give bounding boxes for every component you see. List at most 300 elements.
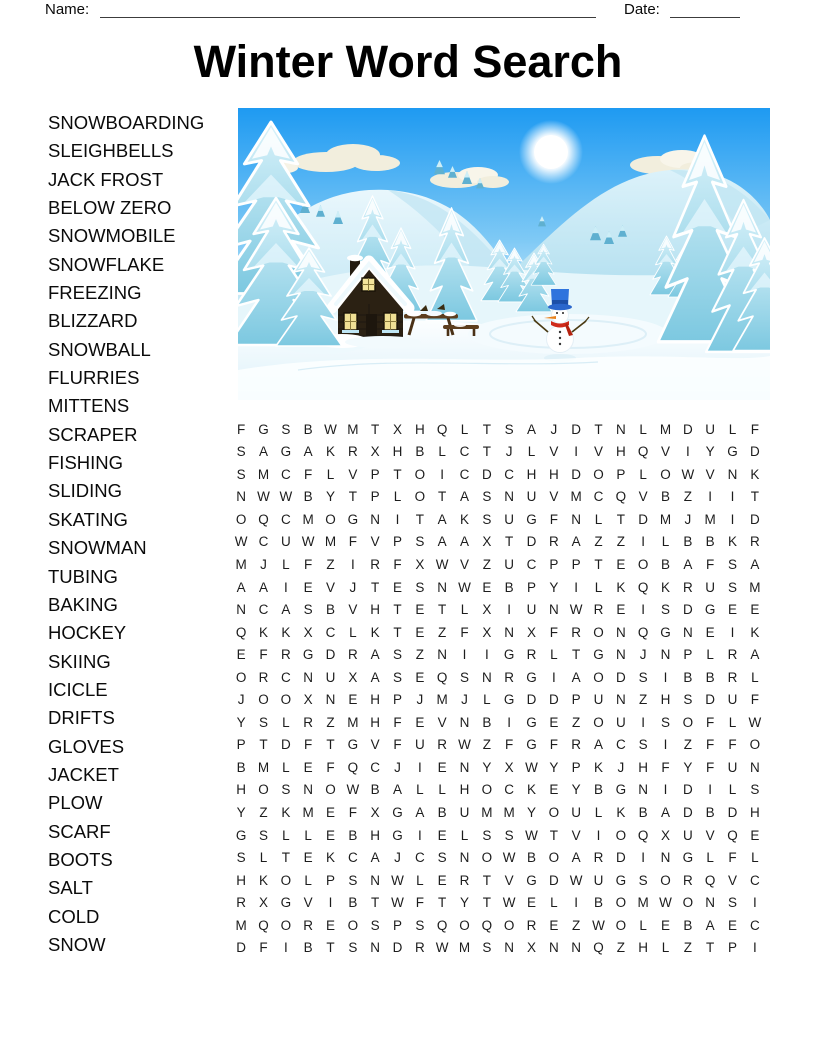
grid-letter: R xyxy=(303,917,314,933)
word-list-item: BELOW ZERO xyxy=(48,197,172,219)
grid-letter: I xyxy=(574,895,579,911)
grid-letter: A xyxy=(571,534,581,550)
grid-letter: E xyxy=(549,714,559,730)
grid-letter: T xyxy=(438,602,447,618)
grid-letter: N xyxy=(370,940,381,956)
grid-letter: O xyxy=(637,557,649,572)
grid-letter: P xyxy=(325,872,335,888)
grid-letter: B xyxy=(705,669,715,685)
grid-letter: N xyxy=(615,692,626,708)
grid-letter: I xyxy=(417,827,422,843)
grid-letter: R xyxy=(504,669,515,685)
word-list-item: MITTENS xyxy=(48,395,130,417)
grid-letter: S xyxy=(504,421,514,437)
grid-letter: D xyxy=(571,466,582,482)
word-list-item: SNOWMOBILE xyxy=(48,225,176,247)
grid-letter: G xyxy=(503,647,515,663)
grid-letter: O xyxy=(615,827,627,843)
word-list-item: FISHING xyxy=(48,452,124,474)
grid-letter: A xyxy=(683,557,693,572)
grid-letter: G xyxy=(682,850,694,866)
grid-letter: F xyxy=(750,692,759,708)
grid-letter: B xyxy=(236,759,246,775)
grid-letter: D xyxy=(615,669,626,685)
grid-letter: B xyxy=(370,782,380,798)
grid-letter: L xyxy=(706,647,714,663)
grid-letter: S xyxy=(258,714,268,730)
grid-letter: U xyxy=(414,737,425,753)
grid-letter: E xyxy=(727,917,737,933)
grid-letter: A xyxy=(571,850,581,866)
grid-letter: D xyxy=(682,804,693,820)
sun xyxy=(519,120,583,184)
grid-letter: X xyxy=(660,827,670,843)
grid-letter: G xyxy=(593,647,604,663)
grid-letter: U xyxy=(682,827,693,843)
grid-letter: X xyxy=(482,602,492,618)
grid-letter: A xyxy=(258,579,268,595)
grid-letter: A xyxy=(750,647,760,663)
word-list-item: SCRAPER xyxy=(48,423,138,445)
grid-letter: U xyxy=(705,579,716,595)
grid-letter: L xyxy=(728,714,737,730)
grid-letter: U xyxy=(705,421,716,437)
grid-letter: E xyxy=(415,714,425,730)
grid-letter: S xyxy=(348,872,358,888)
grid-letter: O xyxy=(749,737,761,753)
grid-letter: D xyxy=(615,850,626,866)
grid-letter: Z xyxy=(259,804,268,820)
grid-letter: S xyxy=(727,557,737,572)
grid-letter: I xyxy=(417,759,422,775)
grid-letter: F xyxy=(237,421,246,437)
grid-letter: N xyxy=(705,895,716,911)
grid-letter: M xyxy=(235,917,247,933)
grid-letter: L xyxy=(282,557,290,572)
grid-letter: L xyxy=(460,602,469,618)
grid-letter: C xyxy=(280,466,291,482)
grid-letter: M xyxy=(347,421,359,437)
grid-letter: A xyxy=(593,737,603,753)
grid-letter: D xyxy=(548,692,559,708)
grid-letter: W xyxy=(279,489,293,505)
grid-letter: G xyxy=(302,647,314,663)
grid-letter: X xyxy=(504,759,514,775)
grid-letter: P xyxy=(392,917,402,933)
grid-letter: J xyxy=(394,759,401,775)
grid-letter: W xyxy=(435,557,449,572)
grid-letter: P xyxy=(616,466,626,482)
grid-letter: G xyxy=(235,827,247,843)
grid-letter: J xyxy=(617,759,625,775)
grid-letter: V xyxy=(638,489,648,505)
grid-letter: B xyxy=(415,444,425,460)
word-list-item: DRIFTS xyxy=(48,707,115,729)
grid-letter: I xyxy=(484,647,489,663)
grid-letter: D xyxy=(682,602,693,618)
grid-letter: L xyxy=(349,624,357,640)
grid-letter: T xyxy=(750,489,759,505)
grid-letter: R xyxy=(414,940,425,956)
grid-letter: L xyxy=(259,850,268,866)
grid-letter: N xyxy=(370,872,381,888)
grid-letter: V xyxy=(705,827,715,843)
grid-letter: O xyxy=(235,669,247,685)
grid-letter: G xyxy=(392,827,403,843)
grid-letter: M xyxy=(659,511,672,527)
word-list-item: SLEIGHBELLS xyxy=(48,140,174,162)
grid-letter: I xyxy=(752,940,757,956)
grid-letter: S xyxy=(258,827,268,843)
grid-letter: F xyxy=(415,895,424,911)
grid-letter: N xyxy=(615,624,626,640)
grid-letter: S xyxy=(236,850,246,866)
grid-letter: D xyxy=(481,466,492,482)
grid-letter: I xyxy=(395,511,400,527)
grid-letter: L xyxy=(438,444,446,460)
grid-letter: T xyxy=(549,827,558,843)
grid-letter: X xyxy=(392,421,402,437)
grid-letter: H xyxy=(638,940,649,956)
grid-letter: Z xyxy=(616,940,625,956)
grid-letter: H xyxy=(749,804,760,820)
grid-letter: R xyxy=(682,872,693,888)
grid-letter: A xyxy=(236,579,246,595)
grid-letter: R xyxy=(682,579,693,595)
grid-letter: X xyxy=(482,624,492,640)
grid-letter: V xyxy=(593,444,603,460)
grid-letter: R xyxy=(258,669,269,685)
grid-letter: M xyxy=(257,466,270,482)
grid-letter: F xyxy=(728,737,737,753)
grid-letter: R xyxy=(280,647,291,663)
grid-letter: D xyxy=(526,692,537,708)
grid-letter: L xyxy=(751,669,759,685)
grid-letter: W xyxy=(257,489,270,505)
grid-letter: N xyxy=(682,624,693,640)
grid-letter: P xyxy=(571,759,581,775)
grid-letter: F xyxy=(259,647,268,663)
grid-letter: J xyxy=(237,692,245,708)
grid-letter: A xyxy=(705,917,715,933)
grid-letter: A xyxy=(370,850,380,866)
grid-letter: W xyxy=(748,714,762,730)
word-list-item: JACK FROST xyxy=(48,168,164,190)
grid-letter: I xyxy=(440,466,445,482)
grid-letter: A xyxy=(571,669,581,685)
grid-letter: E xyxy=(303,759,313,775)
grid-letter: R xyxy=(727,647,738,663)
grid-letter: O xyxy=(615,895,627,911)
grid-letter: H xyxy=(638,759,649,775)
grid-letter: J xyxy=(260,557,267,572)
grid-letter: N xyxy=(236,489,247,505)
grid-letter: A xyxy=(281,602,291,618)
grid-letter: B xyxy=(593,782,603,798)
grid-letter: F xyxy=(304,557,313,572)
grid-letter: F xyxy=(728,850,737,866)
grid-letter: P xyxy=(571,692,581,708)
grid-letter: K xyxy=(258,872,268,888)
word-list-item: SNOWMAN xyxy=(48,537,147,559)
grid-letter: O xyxy=(593,714,604,730)
word-list-item: SNOW xyxy=(48,933,106,955)
grid-letter: O xyxy=(325,782,336,798)
grid-letter: A xyxy=(370,669,380,685)
grid-letter: D xyxy=(638,511,649,527)
grid-letter: V xyxy=(504,872,514,888)
word-list-item: ICICLE xyxy=(48,678,108,700)
grid-letter: L xyxy=(304,827,312,843)
grid-letter: K xyxy=(616,804,626,820)
grid-letter: O xyxy=(615,917,627,933)
grid-letter: X xyxy=(526,624,536,640)
grid-letter: U xyxy=(504,511,515,527)
grid-letter: C xyxy=(526,557,537,572)
grid-letter: N xyxy=(571,511,582,527)
date-blank-line[interactable] xyxy=(670,2,740,18)
grid-letter: O xyxy=(414,489,426,505)
grid-letter: K xyxy=(526,782,536,798)
grid-letter: N xyxy=(504,624,515,640)
grid-letter: I xyxy=(663,737,668,753)
word-list-item: SALT xyxy=(48,877,93,899)
grid-letter: Z xyxy=(683,737,692,753)
foreground-highlight xyxy=(238,356,770,400)
grid-letter: B xyxy=(638,804,648,820)
grid-letter: I xyxy=(641,850,646,866)
grid-letter: K xyxy=(258,624,268,640)
grid-letter: O xyxy=(347,917,359,933)
grid-letter: D xyxy=(325,647,336,663)
grid-letter: C xyxy=(459,466,470,482)
grid-letter: A xyxy=(526,421,536,437)
grid-letter: Q xyxy=(637,579,649,595)
grid-letter: T xyxy=(482,421,491,437)
grid-letter: E xyxy=(750,602,760,618)
grid-letter: N xyxy=(727,466,738,482)
grid-letter: L xyxy=(527,444,536,460)
grid-letter: L xyxy=(460,827,469,843)
grid-letter: H xyxy=(526,466,537,482)
grid-letter: A xyxy=(258,444,268,460)
grid-letter: I xyxy=(730,489,735,505)
grid-letter: T xyxy=(326,940,335,956)
word-list-item: GLOVES xyxy=(48,735,125,757)
grid-letter: W xyxy=(458,579,471,595)
grid-letter: W xyxy=(435,940,449,956)
grid-letter: U xyxy=(615,714,626,730)
grid-letter: Y xyxy=(482,759,492,775)
grid-letter: P xyxy=(549,557,559,572)
grid-letter: F xyxy=(326,759,335,775)
grid-letter: G xyxy=(727,444,738,460)
word-list-item: SNOWBOARDING xyxy=(48,112,205,133)
grid-letter: H xyxy=(370,692,381,708)
grid-letter: Y xyxy=(526,804,536,820)
grid-letter: R xyxy=(593,850,604,866)
grid-letter: B xyxy=(593,895,603,911)
grid-letter: Y xyxy=(459,895,469,911)
grid-letter: J xyxy=(684,511,692,527)
grid-letter: C xyxy=(593,489,604,505)
grid-letter: G xyxy=(526,714,537,730)
grid-letter: H xyxy=(370,714,381,730)
grid-letter: G xyxy=(615,872,627,888)
word-list-item: FLURRIES xyxy=(48,367,140,389)
grid-letter: F xyxy=(549,737,558,753)
grid-letter: T xyxy=(482,444,491,460)
grid-letter: L xyxy=(416,782,424,798)
grid-letter: I xyxy=(462,647,467,663)
grid-letter: Z xyxy=(594,534,603,550)
grid-letter: H xyxy=(236,872,247,888)
grid-letter: I xyxy=(730,624,735,640)
grid-letter: Z xyxy=(438,624,447,640)
grid-letter: R xyxy=(236,895,247,911)
grid-letter: R xyxy=(437,737,448,753)
grid-letter: S xyxy=(392,647,402,663)
grid-letter: A xyxy=(459,534,469,550)
grid-letter: D xyxy=(236,940,247,956)
grid-letter: S xyxy=(482,827,492,843)
grid-letter: Y xyxy=(236,804,246,820)
grid-letter: C xyxy=(370,759,381,775)
grid-letter: Q xyxy=(637,624,649,640)
grid-letter: X xyxy=(370,444,380,460)
grid-letter: S xyxy=(392,669,402,685)
grid-letter: B xyxy=(348,827,358,843)
grid-letter: E xyxy=(660,917,670,933)
grid-letter: Q xyxy=(704,872,716,888)
grid-letter: X xyxy=(415,557,425,572)
grid-letter: K xyxy=(660,579,670,595)
grid-letter: I xyxy=(708,489,713,505)
grid-letter: G xyxy=(258,421,269,437)
grid-letter: W xyxy=(301,534,315,550)
grid-letter: P xyxy=(392,692,402,708)
grid-letter: D xyxy=(682,782,693,798)
grid-letter: S xyxy=(482,489,492,505)
grid-letter: E xyxy=(415,624,425,640)
grid-letter: B xyxy=(437,804,447,820)
grid-letter: F xyxy=(393,557,402,572)
grid-letter: S xyxy=(281,421,291,437)
grid-letter: L xyxy=(661,534,670,550)
grid-letter: Q xyxy=(481,917,493,933)
grid-letter: F xyxy=(348,804,357,820)
grid-letter: E xyxy=(616,557,626,572)
grid-letter: H xyxy=(370,602,381,618)
grid-letter: H xyxy=(548,466,559,482)
grid-letter: Q xyxy=(436,421,448,437)
grid-letter: F xyxy=(661,759,670,775)
grid-letter: P xyxy=(683,647,693,663)
grid-letter: I xyxy=(663,782,668,798)
grid-letter: M xyxy=(637,895,649,911)
grid-letter: B xyxy=(683,534,693,550)
grid-letter: E xyxy=(415,669,425,685)
grid-letter: G xyxy=(280,444,292,460)
grid-letter: N xyxy=(236,602,247,618)
grid-letter: Z xyxy=(683,489,692,505)
grid-letter: N xyxy=(504,940,515,956)
grid-letter: E xyxy=(549,917,559,933)
cabin-door xyxy=(366,314,377,339)
grid-letter: W xyxy=(569,602,583,618)
grid-letter: T xyxy=(438,489,447,505)
grid-letter: N xyxy=(325,692,336,708)
grid-letter: T xyxy=(616,511,625,527)
grid-letter: N xyxy=(615,647,626,663)
grid-letter: E xyxy=(727,602,737,618)
grid-letter: V xyxy=(370,737,380,753)
grid-letter: L xyxy=(438,782,446,798)
grid-letter: R xyxy=(526,647,537,663)
grid-letter: E xyxy=(705,624,715,640)
grid-letter: B xyxy=(705,534,715,550)
grid-letter: G xyxy=(615,782,627,798)
grid-letter: E xyxy=(415,602,425,618)
grid-letter: O xyxy=(459,917,470,933)
winter-scene-illustration xyxy=(238,108,770,400)
name-blank-line[interactable] xyxy=(100,2,596,18)
grid-letter: L xyxy=(460,421,469,437)
grid-letter: N xyxy=(571,940,582,956)
grid-letter: Q xyxy=(436,917,448,933)
grid-letter: O xyxy=(548,850,560,866)
grid-letter: Z xyxy=(482,737,491,753)
grid-letter: U xyxy=(727,759,738,775)
grid-letter: I xyxy=(641,714,646,730)
grid-letter: A xyxy=(459,489,469,505)
grid-letter: L xyxy=(282,714,290,730)
grid-letter: O xyxy=(660,466,671,482)
grid-letter: Z xyxy=(572,917,581,933)
grid-letter: L xyxy=(304,872,312,888)
grid-letter: L xyxy=(550,895,558,911)
word-list-item: PLOW xyxy=(48,792,103,814)
grid-letter: A xyxy=(750,557,760,572)
grid-letter: N xyxy=(303,782,314,798)
grid-letter: B xyxy=(705,804,715,820)
grid-letter: N xyxy=(459,714,470,730)
grid-letter: X xyxy=(303,692,313,708)
grid-letter: B xyxy=(303,940,313,956)
grid-letter: L xyxy=(706,850,714,866)
grid-letter: G xyxy=(347,737,359,753)
grid-letter: L xyxy=(550,647,558,663)
grid-letter: D xyxy=(705,692,716,708)
grid-letter: Z xyxy=(326,714,335,730)
grid-letter: K xyxy=(325,850,335,866)
grid-letter: N xyxy=(370,511,381,527)
grid-letter: Z xyxy=(572,714,581,730)
grid-letter: O xyxy=(235,511,247,527)
grid-letter: D xyxy=(280,737,291,753)
grid-letter: L xyxy=(594,579,603,595)
grid-letter: W xyxy=(525,759,538,775)
grid-letter: E xyxy=(549,782,559,798)
grid-letter: R xyxy=(347,444,358,460)
grid-letter: W xyxy=(502,895,516,911)
word-list-item: SNOWFLAKE xyxy=(48,253,165,275)
grid-letter: U xyxy=(325,669,336,685)
grid-letter: V xyxy=(325,579,335,595)
grid-letter: A xyxy=(415,804,425,820)
grid-letter: N xyxy=(615,421,626,437)
grid-letter: O xyxy=(325,511,336,527)
